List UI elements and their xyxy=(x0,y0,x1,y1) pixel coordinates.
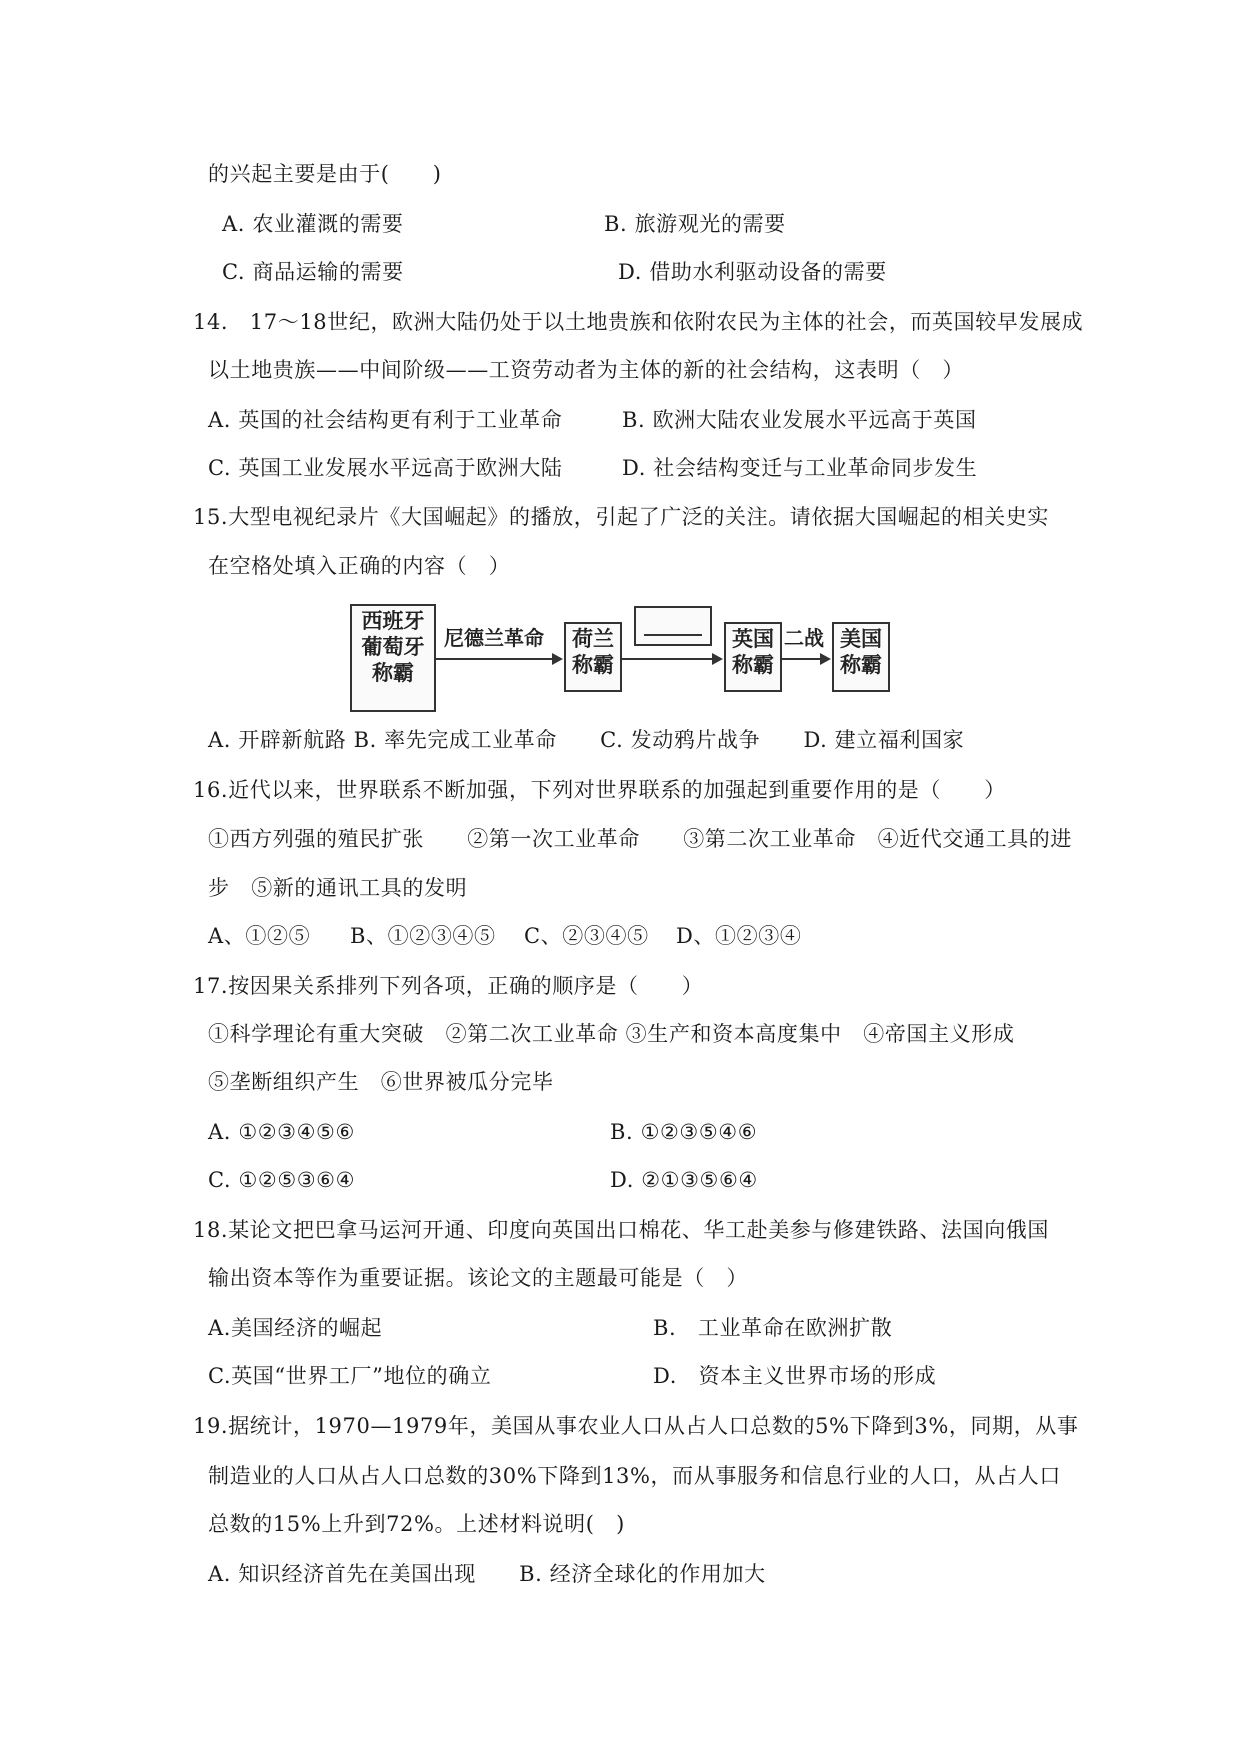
arrow-line-1 xyxy=(436,658,554,660)
arrow-line-2 xyxy=(622,658,714,660)
diagram-box1-line3: 称霸 xyxy=(372,660,414,685)
q18-option-b: B. 工业革命在欧洲扩散 xyxy=(653,1316,893,1340)
q19-stem-line3: 总数的15%上升到72%。上述材料说明( ) xyxy=(208,1512,625,1536)
q14-option-b: B. 欧洲大陆农业发展水平远高于英国 xyxy=(622,408,977,432)
q17-stem-line2: ①科学理论有重大突破 ②第二次工业革命 ③生产和资本高度集中 ④帝国主义形成 xyxy=(208,1022,1015,1046)
diagram-box2-line1: 荷兰 xyxy=(572,626,614,651)
q15-options: A. 开辟新航路 B. 率先完成工业革命 C. 发动鸦片战争 D. 建立福利国家 xyxy=(208,728,965,752)
q13-option-a: A. 农业灌溉的需要 xyxy=(222,212,404,236)
q19-stem-line1: 19.据统计，1970—1979年，美国从事农业人口从占人口总数的5%下降到3%，同期，从事 xyxy=(193,1414,1079,1438)
q18-option-a: A.美国经济的崛起 xyxy=(208,1316,383,1340)
diagram-box-britain xyxy=(724,622,782,692)
q13-stem-continued: 的兴起主要是由于( ) xyxy=(208,162,442,186)
q14-option-a: A. 英国的社会结构更有利于工业革命 xyxy=(208,408,563,432)
diagram-box1-line1: 西班牙 xyxy=(361,608,425,633)
arrow-line-3 xyxy=(782,658,822,660)
q16-option-d: D、①②③④ xyxy=(676,924,802,948)
q16-stem-line3: 步 ⑤新的通讯工具的发明 xyxy=(208,876,468,900)
blank-underline xyxy=(644,634,702,636)
diagram-box-usa xyxy=(832,622,890,692)
q14-stem-line1: 14. 17～18世纪，欧洲大陆仍处于以土地贵族和依附农民为主体的社会，而英国较早发展成 xyxy=(193,310,1084,334)
q19-options: A. 知识经济首先在美国出现 B. 经济全球化的作用加大 xyxy=(208,1562,766,1586)
diagram-box4-line2: 称霸 xyxy=(840,652,882,677)
arrow-head-2 xyxy=(712,653,723,665)
q16-option-c: C、②③④⑤ xyxy=(524,924,649,948)
q13-option-b: B. 旅游观光的需要 xyxy=(604,212,786,236)
q18-stem-line2: 输出资本等作为重要证据。该论文的主题最可能是（ ） xyxy=(208,1266,748,1290)
q18-stem-line1: 18.某论文把巴拿马运河开通、印度向英国出口棉花、华工赴美参与修建铁路、法国向俄国 xyxy=(193,1218,1049,1242)
diagram-box3-line2: 称霸 xyxy=(732,652,774,677)
q16-option-a: A、①②⑤ xyxy=(208,924,311,948)
q13-option-d: D. 借助水利驱动设备的需要 xyxy=(618,260,887,284)
arrow-label-ww2: 二战 xyxy=(784,626,824,650)
q16-stem-line2: ①西方列强的殖民扩张 ②第一次工业革命 ③第二次工业革命 ④近代交通工具的进 xyxy=(208,827,1072,851)
q18-option-c: C.英国“世界工厂”地位的确立 xyxy=(208,1364,492,1388)
q14-option-c: C. 英国工业发展水平远高于欧洲大陆 xyxy=(208,456,563,480)
diagram-box3-line1: 英国 xyxy=(732,626,774,651)
q17-option-a: A. ①②③④⑤⑥ xyxy=(208,1120,355,1144)
q19-stem-line2: 制造业的人口从占人口总数的30%下降到13%，而从事服务和信息行业的人口，从占人口 xyxy=(208,1464,1061,1488)
q17-option-c: C. ①②⑤③⑥④ xyxy=(208,1168,356,1192)
q14-stem-line2: 以土地贵族——中间阶级——工资劳动者为主体的新的社会结构，这表明（ ） xyxy=(208,358,964,382)
diagram-box4-line1: 美国 xyxy=(840,626,882,651)
q16-stem-line1: 16.近代以来，世界联系不断加强，下列对世界联系的加强起到重要作用的是（ ） xyxy=(193,778,1006,802)
q15-stem-line1: 15.大型电视纪录片《大国崛起》的播放，引起了广泛的关注。请依据大国崛起的相关史实 xyxy=(193,505,1049,529)
q17-stem-line3: ⑤垄断组织产生 ⑥世界被瓜分完毕 xyxy=(208,1070,554,1094)
q17-option-b: B. ①②③⑤④⑥ xyxy=(610,1120,758,1144)
great-powers-flow-diagram xyxy=(350,604,890,712)
q17-stem-line1: 17.按因果关系排列下列各项，正确的顺序是（ ） xyxy=(193,974,704,998)
diagram-box1-line2: 葡萄牙 xyxy=(361,634,425,659)
arrow-head-3 xyxy=(820,653,831,665)
diagram-box2-line2: 称霸 xyxy=(572,652,614,677)
q17-option-d: D. ②①③⑤⑥④ xyxy=(610,1168,758,1192)
diagram-blank-box xyxy=(634,606,712,646)
q15-stem-line2: 在空格处填入正确的内容（ ） xyxy=(208,554,511,578)
q14-option-d: D. 社会结构变迁与工业革命同步发生 xyxy=(622,456,978,480)
q13-option-c: C. 商品运输的需要 xyxy=(222,260,404,284)
arrow-head-1 xyxy=(552,653,563,665)
q18-option-d: D. 资本主义世界市场的形成 xyxy=(653,1364,937,1388)
diagram-box-netherlands xyxy=(564,622,622,692)
arrow-label-dutch-revolution: 尼德兰革命 xyxy=(444,626,544,650)
q16-option-b: B、①②③④⑤ xyxy=(350,924,496,948)
diagram-box-spain-portugal xyxy=(350,604,436,712)
